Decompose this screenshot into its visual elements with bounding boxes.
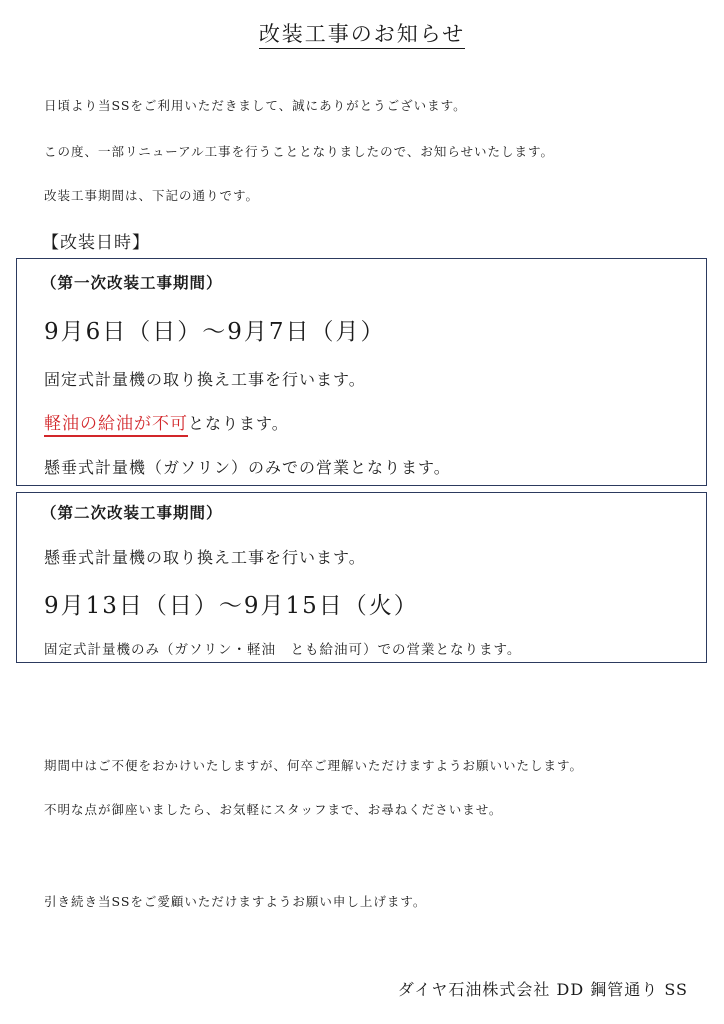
intro-announcement: この度、一部リニューアル工事を行うこととなりましたので、お知らせいたします。	[44, 144, 555, 159]
phase2-note: 固定式計量機のみ（ガソリン・軽油 とも給油可）での営業となります。	[44, 642, 522, 658]
page-title	[0, 18, 724, 48]
phase2-dates: 9月13日（日）～9月15日（火）	[44, 593, 419, 619]
closing-apology: 期間中はご不便をおかけいたしますが、何卒ご理解いただけますようお願いいたします。	[44, 758, 584, 773]
closing-thanks: 引き続き当SSをご愛顧いただけますようお願い申し上げます。	[44, 894, 427, 909]
intro-greeting: 日頃より当SSをご利用いただきまして、誠にありがとうございます。	[44, 98, 467, 113]
phase1-box	[16, 258, 707, 486]
phase2-work: 懸垂式計量機の取り換え工事を行います。	[44, 548, 366, 567]
phase2-label: （第二次改装工事期間）	[41, 503, 223, 522]
phase2-box	[16, 492, 707, 663]
closing-contact: 不明な点が御座いましたら、お気軽にスタッフまで、お尋ねくださいませ。	[44, 802, 503, 817]
phase1-label: （第一次改装工事期間）	[41, 273, 223, 292]
title-text: 改装工事のお知らせ	[259, 22, 465, 49]
intro-period-note: 改装工事期間は、下記の通りです。	[44, 188, 260, 203]
phase1-warning-rest: となります。	[188, 414, 289, 433]
phase1-warning	[44, 409, 289, 434]
phase1-note: 懸垂式計量機（ガソリン）のみでの営業となります。	[44, 458, 451, 477]
schedule-heading: 【改装日時】	[42, 233, 150, 253]
phase1-dates: 9月6日（日）～9月7日（月）	[44, 319, 386, 345]
phase1-warning-highlight: 軽油の給油が不可	[44, 414, 188, 437]
phase1-work: 固定式計量機の取り換え工事を行います。	[44, 370, 366, 389]
signature: ダイヤ石油株式会社 DD 鋼管通り SS	[397, 980, 688, 999]
